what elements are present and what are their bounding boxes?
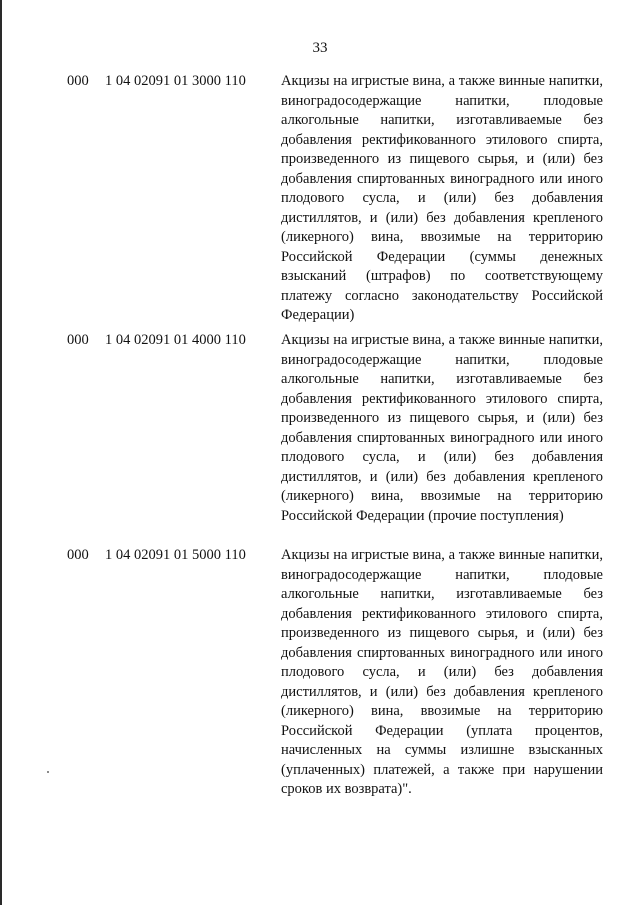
administrator-code: 000 (67, 73, 89, 89)
revenue-description: Акцизы на игристые вина, а также винные напитки, виноградосодержащие напитки, плодовые алкогольные напитки, изготавливаемые без добавления ректификованного этилового спирта, произведенного из пищевого сырья, и (или) без добавления спиртованных виноградного или иного плодового сусла, и (или) без добавления дистиллятов, и (или) без добавления крепленого (ликерного) вина, ввозимые на территорию Российской Федерации (уплата процентов, начисленных на суммы излишне взысканных (уплаченных) платежей, а также при нарушении сроков их возврата)". (281, 547, 603, 797)
page-number: 33 (312, 40, 328, 56)
revenue-description: Акцизы на игристые вина, а также винные напитки, виноградосодержащие напитки, плодовые алкогольные напитки, изготавливаемые без добавления ректификованного этилового спирта, произведенного из пищевого сырья, и (или) без добавления спиртованных виноградного или иного плодового сусла, и (или) без добавления дистиллятов, и (или) без добавления крепленого (ликерного) вина, ввозимые на территорию Российской Федерации (прочие поступления) (281, 332, 603, 524)
administrator-code: 000 (67, 332, 89, 348)
budget-classification-code: 1 04 02091 01 4000 110 (105, 332, 246, 348)
budget-classification-code: 1 04 02091 01 3000 110 (105, 73, 246, 89)
revenue-description: Акцизы на игристые вина, а также винные напитки, виноградосодержащие напитки, плодовые алкогольные напитки, изготавливаемые без добавления ректификованного этилового спирта, произведенного из пищевого сырья, и (или) без добавления спиртованных виноградного или иного плодового сусла, и (или) без добавления дистиллятов, и (или) без добавления крепленого (ликерного) вина, ввозимые на территорию Российской Федерации (суммы денежных взысканий (штрафов) по соответствующему платежу согласно законодательству Российской Федерации) (281, 73, 603, 323)
administrator-code: 000 (67, 547, 89, 563)
scan-page-edge (0, 0, 2, 905)
budget-classification-code: 1 04 02091 01 5000 110 (105, 547, 246, 563)
scan-speck (47, 771, 49, 773)
